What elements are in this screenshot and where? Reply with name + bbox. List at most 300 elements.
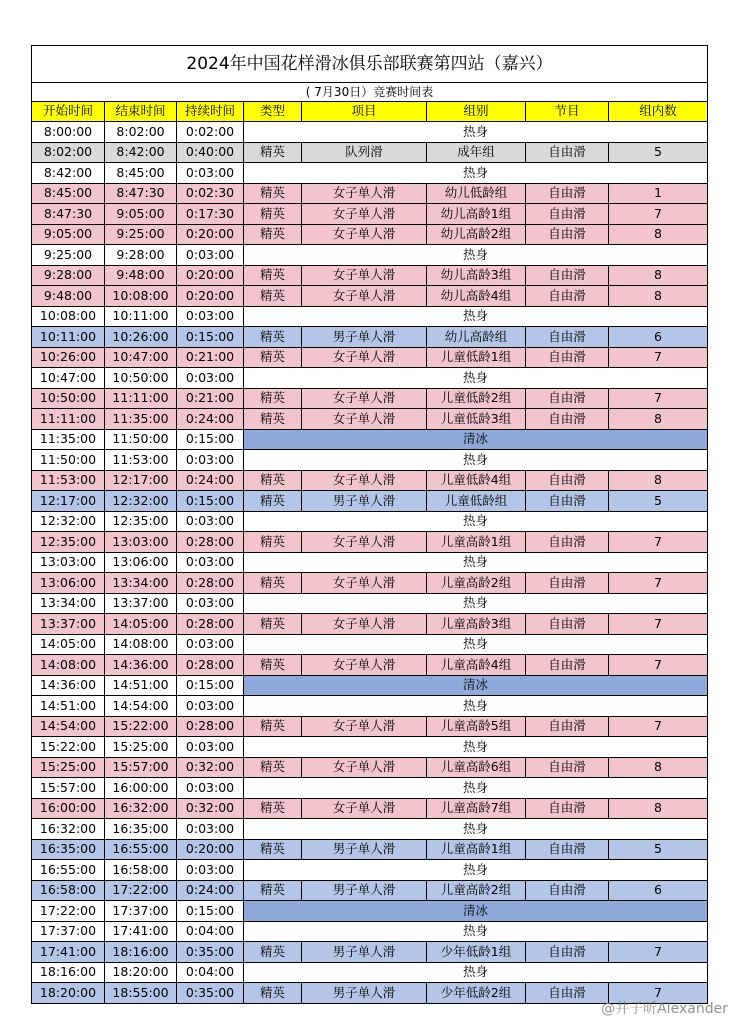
duration-cell: 0:04:00 [177,921,244,942]
group-cell: 儿童高龄2组 [427,880,526,901]
warmup-row [32,962,708,983]
end-time-cell: 11:35:00 [105,409,177,430]
warmup-row [32,778,708,799]
ice-clearing-label: 清冰 [244,901,708,922]
count-cell: 1 [609,183,708,204]
group-cell: 儿童低龄组 [427,491,526,512]
warmup-row [32,593,708,614]
duration-cell: 0:15:00 [177,675,244,696]
start-time-cell: 8:00:00 [32,122,105,143]
count-cell: 7 [609,204,708,225]
type-cell: 精英 [244,142,302,163]
type-cell: 精英 [244,388,302,409]
warmup-row [32,552,708,573]
end-time-cell: 13:34:00 [105,573,177,594]
start-time-cell: 11:11:00 [32,409,105,430]
end-time-cell: 14:51:00 [105,675,177,696]
header-row [32,102,708,122]
warmup-label: 热身 [244,962,708,983]
start-time-cell: 17:41:00 [32,942,105,963]
warmup-row [32,368,708,389]
group-cell: 儿童低龄1组 [427,347,526,368]
end-time-cell: 14:36:00 [105,655,177,676]
type-cell: 精英 [244,573,302,594]
start-time-cell: 10:50:00 [32,388,105,409]
warmup-label: 热身 [244,368,708,389]
program-cell: 自由滑 [526,798,609,819]
duration-cell: 0:35:00 [177,983,244,1004]
end-time-cell: 14:08:00 [105,634,177,655]
start-time-cell: 18:20:00 [32,983,105,1004]
group-cell: 幼儿低龄组 [427,183,526,204]
type-cell: 精英 [244,716,302,737]
end-time-cell: 15:57:00 [105,757,177,778]
event-cell: 女子单人滑 [302,614,427,635]
group-cell: 儿童低龄2组 [427,388,526,409]
end-time-cell: 13:03:00 [105,532,177,553]
ice-clearing-label: 清冰 [244,429,708,450]
table-row [32,409,708,430]
start-time-cell: 14:36:00 [32,675,105,696]
program-cell: 自由滑 [526,614,609,635]
group-cell: 少年低龄1组 [427,942,526,963]
event-cell: 女子单人滑 [302,573,427,594]
end-time-cell: 8:42:00 [105,142,177,163]
start-time-cell: 16:35:00 [32,839,105,860]
duration-cell: 0:03:00 [177,450,244,471]
end-time-cell: 10:47:00 [105,347,177,368]
start-time-cell: 11:35:00 [32,429,105,450]
warmup-row [32,696,708,717]
duration-cell: 0:21:00 [177,347,244,368]
duration-cell: 0:21:00 [177,388,244,409]
start-time-cell: 12:32:00 [32,511,105,532]
program-cell: 自由滑 [526,716,609,737]
program-cell: 自由滑 [526,880,609,901]
type-cell: 精英 [244,204,302,225]
table-row [32,880,708,901]
table-row [32,573,708,594]
table-row [32,839,708,860]
count-cell: 8 [609,409,708,430]
end-time-cell: 10:50:00 [105,368,177,389]
program-cell: 自由滑 [526,286,609,307]
type-cell: 精英 [244,286,302,307]
type-cell: 精英 [244,942,302,963]
count-cell: 8 [609,470,708,491]
table-row [32,798,708,819]
program-cell: 自由滑 [526,388,609,409]
header-end-time: 结束时间 [105,102,177,122]
start-time-cell: 15:22:00 [32,737,105,758]
group-cell: 少年低龄2组 [427,983,526,1004]
start-time-cell: 13:34:00 [32,593,105,614]
warmup-label: 热身 [244,737,708,758]
end-time-cell: 9:48:00 [105,265,177,286]
start-time-cell: 11:50:00 [32,450,105,471]
type-cell: 精英 [244,880,302,901]
group-cell: 儿童低龄4组 [427,470,526,491]
event-cell: 女子单人滑 [302,388,427,409]
end-time-cell: 16:00:00 [105,778,177,799]
start-time-cell: 14:51:00 [32,696,105,717]
start-time-cell: 15:25:00 [32,757,105,778]
schedule-table [31,45,708,1004]
event-cell: 男子单人滑 [302,942,427,963]
duration-cell: 0:03:00 [177,511,244,532]
type-cell: 精英 [244,183,302,204]
duration-cell: 0:02:00 [177,122,244,143]
start-time-cell: 14:08:00 [32,655,105,676]
end-time-cell: 11:11:00 [105,388,177,409]
count-cell: 8 [609,798,708,819]
count-cell: 5 [609,142,708,163]
group-cell: 儿童高龄3组 [427,614,526,635]
count-cell: 6 [609,880,708,901]
end-time-cell: 16:35:00 [105,819,177,840]
start-time-cell: 16:58:00 [32,880,105,901]
warmup-row [32,921,708,942]
header-duration: 持续时间 [177,102,244,122]
table-row [32,942,708,963]
type-cell: 精英 [244,532,302,553]
event-cell: 女子单人滑 [302,798,427,819]
duration-cell: 0:03:00 [177,860,244,881]
program-cell: 自由滑 [526,839,609,860]
count-cell: 5 [609,839,708,860]
program-cell: 自由滑 [526,491,609,512]
end-time-cell: 18:16:00 [105,942,177,963]
duration-cell: 0:03:00 [177,634,244,655]
table-row [32,265,708,286]
start-time-cell: 8:45:00 [32,183,105,204]
warmup-row [32,737,708,758]
type-cell: 精英 [244,265,302,286]
end-time-cell: 12:32:00 [105,491,177,512]
end-time-cell: 15:25:00 [105,737,177,758]
table-row [32,757,708,778]
program-cell: 自由滑 [526,532,609,553]
program-cell: 自由滑 [526,757,609,778]
table-row [32,286,708,307]
start-time-cell: 18:16:00 [32,962,105,983]
end-time-cell: 18:55:00 [105,983,177,1004]
duration-cell: 0:28:00 [177,655,244,676]
count-cell: 7 [609,983,708,1004]
duration-cell: 0:28:00 [177,614,244,635]
warmup-label: 热身 [244,122,708,143]
warmup-label: 热身 [244,860,708,881]
warmup-label: 热身 [244,593,708,614]
end-time-cell: 9:28:00 [105,245,177,266]
duration-cell: 0:03:00 [177,819,244,840]
group-cell: 儿童高龄7组 [427,798,526,819]
start-time-cell: 10:11:00 [32,327,105,348]
group-cell: 幼儿高龄2组 [427,224,526,245]
count-cell: 7 [609,388,708,409]
start-time-cell: 13:06:00 [32,573,105,594]
type-cell: 精英 [244,839,302,860]
table-row [32,347,708,368]
count-cell: 8 [609,265,708,286]
program-cell: 自由滑 [526,470,609,491]
end-time-cell: 12:17:00 [105,470,177,491]
event-cell: 男子单人滑 [302,839,427,860]
page-subtitle: ( 7月30日）竞赛时间表 [32,83,708,102]
table-row [32,224,708,245]
start-time-cell: 12:17:00 [32,491,105,512]
ice-clearing-label: 清冰 [244,675,708,696]
type-cell: 精英 [244,347,302,368]
end-time-cell: 10:08:00 [105,286,177,307]
duration-cell: 0:03:00 [177,368,244,389]
program-cell: 自由滑 [526,204,609,225]
ice-clearing-row [32,429,708,450]
event-cell: 女子单人滑 [302,183,427,204]
end-time-cell: 11:53:00 [105,450,177,471]
warmup-label: 热身 [244,552,708,573]
program-cell: 自由滑 [526,265,609,286]
table-row [32,183,708,204]
warmup-row [32,306,708,327]
type-cell: 精英 [244,327,302,348]
start-time-cell: 16:00:00 [32,798,105,819]
start-time-cell: 17:37:00 [32,921,105,942]
count-cell: 7 [609,655,708,676]
table-row [32,204,708,225]
warmup-label: 热身 [244,921,708,942]
duration-cell: 0:20:00 [177,224,244,245]
end-time-cell: 16:58:00 [105,860,177,881]
event-cell: 女子单人滑 [302,347,427,368]
header-program: 节目 [526,102,609,122]
duration-cell: 0:03:00 [177,163,244,184]
table-row [32,614,708,635]
duration-cell: 0:35:00 [177,942,244,963]
duration-cell: 0:15:00 [177,901,244,922]
group-cell: 幼儿高龄组 [427,327,526,348]
duration-cell: 0:20:00 [177,839,244,860]
duration-cell: 0:03:00 [177,737,244,758]
schedule-body [32,122,708,1004]
duration-cell: 0:40:00 [177,142,244,163]
warmup-row [32,511,708,532]
start-time-cell: 8:02:00 [32,142,105,163]
program-cell: 自由滑 [526,327,609,348]
table-row [32,388,708,409]
warmup-row [32,163,708,184]
start-time-cell: 11:53:00 [32,470,105,491]
event-cell: 女子单人滑 [302,532,427,553]
duration-cell: 0:03:00 [177,306,244,327]
program-cell: 自由滑 [526,142,609,163]
start-time-cell: 14:05:00 [32,634,105,655]
header-count: 组内数 [609,102,708,122]
table-row [32,470,708,491]
event-cell: 男子单人滑 [302,491,427,512]
end-time-cell: 10:11:00 [105,306,177,327]
start-time-cell: 14:54:00 [32,716,105,737]
event-cell: 女子单人滑 [302,409,427,430]
count-cell: 8 [609,224,708,245]
duration-cell: 0:28:00 [177,716,244,737]
warmup-row [32,450,708,471]
warmup-label: 热身 [244,163,708,184]
type-cell: 精英 [244,798,302,819]
type-cell: 精英 [244,409,302,430]
end-time-cell: 16:32:00 [105,798,177,819]
duration-cell: 0:03:00 [177,552,244,573]
program-cell: 自由滑 [526,347,609,368]
watermark: @井子昕Alexander [601,1001,728,1017]
table-row [32,142,708,163]
warmup-label: 热身 [244,778,708,799]
warmup-row [32,122,708,143]
group-cell: 成年组 [427,142,526,163]
start-time-cell: 10:08:00 [32,306,105,327]
start-time-cell: 9:28:00 [32,265,105,286]
event-cell: 男子单人滑 [302,880,427,901]
event-cell: 男子单人滑 [302,327,427,348]
end-time-cell: 8:45:00 [105,163,177,184]
event-cell: 女子单人滑 [302,204,427,225]
program-cell: 自由滑 [526,183,609,204]
count-cell: 5 [609,491,708,512]
program-cell: 自由滑 [526,573,609,594]
type-cell: 精英 [244,224,302,245]
type-cell: 精英 [244,757,302,778]
duration-cell: 0:24:00 [177,880,244,901]
table-row [32,532,708,553]
event-cell: 女子单人滑 [302,716,427,737]
end-time-cell: 14:54:00 [105,696,177,717]
group-cell: 儿童高龄6组 [427,757,526,778]
warmup-label: 热身 [244,450,708,471]
end-time-cell: 9:05:00 [105,204,177,225]
end-time-cell: 9:25:00 [105,224,177,245]
event-cell: 女子单人滑 [302,286,427,307]
duration-cell: 0:20:00 [177,265,244,286]
type-cell: 精英 [244,983,302,1004]
type-cell: 精英 [244,491,302,512]
group-cell: 幼儿高龄3组 [427,265,526,286]
warmup-row [32,245,708,266]
duration-cell: 0:03:00 [177,245,244,266]
warmup-label: 热身 [244,245,708,266]
duration-cell: 0:02:30 [177,183,244,204]
program-cell: 自由滑 [526,655,609,676]
end-time-cell: 18:20:00 [105,962,177,983]
duration-cell: 0:28:00 [177,573,244,594]
start-time-cell: 17:22:00 [32,901,105,922]
start-time-cell: 12:35:00 [32,532,105,553]
count-cell: 7 [609,716,708,737]
event-cell: 男子单人滑 [302,983,427,1004]
page-title: 2024年中国花样滑冰俱乐部联赛第四站（嘉兴） [32,46,708,83]
end-time-cell: 16:55:00 [105,839,177,860]
start-time-cell: 8:42:00 [32,163,105,184]
warmup-row [32,819,708,840]
end-time-cell: 13:06:00 [105,552,177,573]
duration-cell: 0:28:00 [177,532,244,553]
group-cell: 儿童高龄1组 [427,839,526,860]
duration-cell: 0:15:00 [177,491,244,512]
group-cell: 幼儿高龄1组 [427,204,526,225]
event-cell: 女子单人滑 [302,757,427,778]
group-cell: 儿童低龄3组 [427,409,526,430]
warmup-label: 热身 [244,819,708,840]
duration-cell: 0:03:00 [177,778,244,799]
warmup-label: 热身 [244,634,708,655]
duration-cell: 0:32:00 [177,757,244,778]
end-time-cell: 12:35:00 [105,511,177,532]
group-cell: 幼儿高龄4组 [427,286,526,307]
program-cell: 自由滑 [526,409,609,430]
warmup-label: 热身 [244,696,708,717]
type-cell: 精英 [244,470,302,491]
end-time-cell: 8:02:00 [105,122,177,143]
program-cell: 自由滑 [526,224,609,245]
warmup-label: 热身 [244,511,708,532]
start-time-cell: 16:55:00 [32,860,105,881]
duration-cell: 0:20:00 [177,286,244,307]
count-cell: 8 [609,757,708,778]
start-time-cell: 13:37:00 [32,614,105,635]
header-group: 组别 [427,102,526,122]
start-time-cell: 9:48:00 [32,286,105,307]
schedule-sheet [31,45,707,1004]
end-time-cell: 14:05:00 [105,614,177,635]
end-time-cell: 10:26:00 [105,327,177,348]
count-cell: 7 [609,347,708,368]
group-cell: 儿童高龄4组 [427,655,526,676]
count-cell: 7 [609,942,708,963]
end-time-cell: 15:22:00 [105,716,177,737]
duration-cell: 0:15:00 [177,327,244,348]
event-cell: 女子单人滑 [302,655,427,676]
event-cell: 队列滑 [302,142,427,163]
group-cell: 儿童高龄5组 [427,716,526,737]
duration-cell: 0:04:00 [177,962,244,983]
start-time-cell: 8:47:30 [32,204,105,225]
event-cell: 女子单人滑 [302,470,427,491]
duration-cell: 0:24:00 [177,409,244,430]
header-event: 项目 [302,102,427,122]
count-cell: 7 [609,614,708,635]
end-time-cell: 11:50:00 [105,429,177,450]
duration-cell: 0:24:00 [177,470,244,491]
event-cell: 女子单人滑 [302,265,427,286]
warmup-row [32,860,708,881]
start-time-cell: 15:57:00 [32,778,105,799]
end-time-cell: 17:37:00 [105,901,177,922]
warmup-row [32,634,708,655]
type-cell: 精英 [244,655,302,676]
count-cell: 6 [609,327,708,348]
duration-cell: 0:32:00 [177,798,244,819]
end-time-cell: 17:22:00 [105,880,177,901]
duration-cell: 0:03:00 [177,593,244,614]
count-cell: 7 [609,532,708,553]
table-row [32,716,708,737]
event-cell: 女子单人滑 [302,224,427,245]
table-row [32,327,708,348]
start-time-cell: 9:05:00 [32,224,105,245]
group-cell: 儿童高龄2组 [427,573,526,594]
start-time-cell: 10:26:00 [32,347,105,368]
duration-cell: 0:17:30 [177,204,244,225]
program-cell: 自由滑 [526,983,609,1004]
